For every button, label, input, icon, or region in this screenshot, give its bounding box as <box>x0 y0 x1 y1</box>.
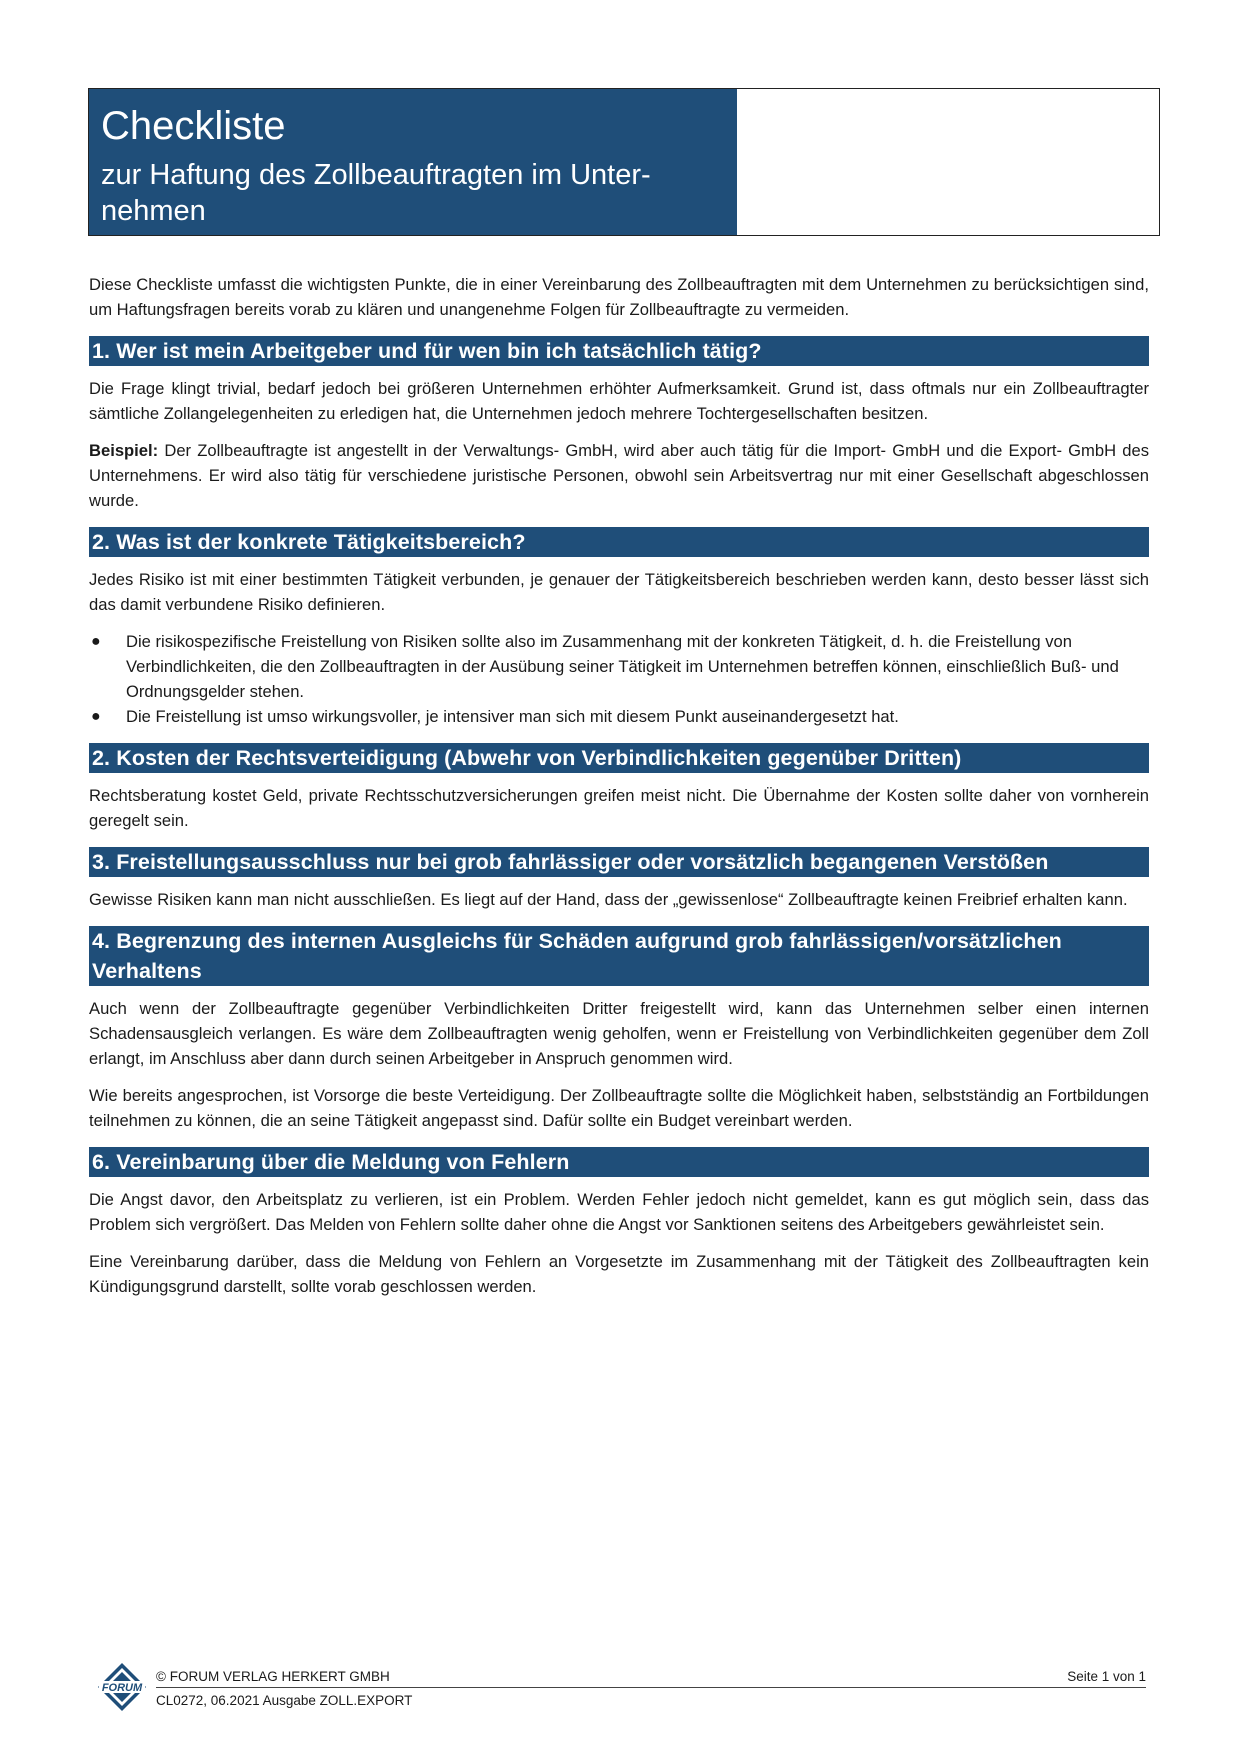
page-subtitle-line2: nehmen <box>101 195 206 227</box>
bullet-icon: ● <box>91 708 101 725</box>
section-2-paragraph: Jedes Risiko ist mit einer bestimmten Tätigkeit verbunden, je genauer der Tätigkeitsbereich beschrieben werden kann, desto besser lässt sich das damit verbundene Risiko definieren. <box>89 570 1149 614</box>
header-blank-field <box>737 89 1159 235</box>
page-subtitle <box>101 157 725 229</box>
section-3-paragraph: Rechtsberatung kostet Geld, private Rechtsschutzversicherungen greifen meist nicht. Die Übernahme der Kosten sollte daher von vornherein geregelt sein. <box>89 786 1149 830</box>
page-subtitle-line1: zur Haftung des Zollbeauftragten im Unter- <box>101 159 651 191</box>
section-1-example <box>89 438 1149 513</box>
footer-edition: CL0272, 06.2021 Ausgabe ZOLL.EXPORT <box>156 1693 413 1708</box>
section-heading-3: 2. Kosten der Rechtsverteidigung (Abwehr von Verbindlichkeiten gegenüber Dritten) <box>89 743 1149 773</box>
document-header <box>88 88 1160 236</box>
document-body <box>89 272 1149 1311</box>
header-title-block <box>89 89 737 235</box>
list-item: ● Die Freistellung ist umso wirkungsvoller, je intensiver man sich mit diesem Punkt auseinandergesetzt hat. <box>89 704 1149 729</box>
section-5-paragraph-2: Wie bereits angesprochen, ist Vorsorge die beste Verteidigung. Der Zollbeauftragte sollte die Möglichkeit haben, selbstständig an Fortbildungen teilnehmen zu können, die an seine Tätigkeit angepasst sind. Dafür sollte ein Budget vereinbart werden. <box>89 1086 1149 1130</box>
section-4-paragraph: Gewisse Risiken kann man nicht ausschließen. Es liegt auf der Hand, dass der „gewissenlose“ Zollbeauftragte keinen Freibrief erhalten kann. <box>89 890 1128 909</box>
page-title: Checkliste <box>101 104 286 148</box>
intro-paragraph: Diese Checkliste umfasst die wichtigsten Punkte, die in einer Vereinbarung des Zollbeauftragten mit dem Unternehmen zu berücksichtigen sind, um Haftungsfragen bereits vorab zu klären und unangenehme Folgen für Zollbeauftragte zu vermeiden. <box>89 275 1149 319</box>
section-6-paragraph-2: Eine Vereinbarung darüber, dass die Meldung von Fehlern an Vorgesetzte im Zusammenhang mit der Tätigkeit des Zollbeauftragten kein Kündigungsgrund darstellt, sollte vorab geschlossen werden. <box>89 1252 1149 1296</box>
example-text: Der Zollbeauftragte ist angestellt in der Verwaltungs- GmbH, wird aber auch tätig für die Import- GmbH und die Export- GmbH des Unternehmens. Er wird also tätig für verschiedene juristische Personen, obwohl sein Arbeitsvertrag nur mit einer Gesellschaft abgeschlossen wurde. <box>89 441 1149 510</box>
bullet-icon: ● <box>91 633 101 650</box>
section-1-paragraph: Die Frage klingt trivial, bedarf jedoch bei größeren Unternehmen erhöhter Aufmerksamkeit. Grund ist, dass oftmals nur ein Zollbeauftragter sämtliche Zollangelegenheiten zu erledigen hat, die Unternehmen jedoch mehrere Tochtergesellschaften besitzen. <box>89 379 1149 423</box>
section-heading-4: 3. Freistellungsausschluss nur bei grob fahrlässiger oder vorsätzlich begangenen Verstößen <box>89 847 1149 877</box>
footer-top-line <box>156 1668 1146 1688</box>
section-2-bullet-list <box>89 629 1149 729</box>
forum-logo-icon <box>97 1662 147 1712</box>
page-number: Seite 1 von 1 <box>1067 1669 1146 1684</box>
section-heading-1: 1. Wer ist mein Arbeitgeber und für wen bin ich tatsächlich tätig? <box>89 336 1149 366</box>
section-heading-5: 4. Begrenzung des internen Ausgleichs für Schäden aufgrund grob fahrlässigen/vorsätzlichen Verhaltens <box>89 926 1149 986</box>
logo-text: FORUM <box>101 1682 143 1694</box>
footer-copyright: © FORUM VERLAG HERKERT GMBH <box>156 1669 390 1684</box>
section-heading-2: 2. Was ist der konkrete Tätigkeitsbereich? <box>89 527 1149 557</box>
section-heading-6: 6. Vereinbarung über die Meldung von Fehlern <box>89 1147 1149 1177</box>
list-item: ● Die risikospezifische Freistellung von Risiken sollte also im Zusammenhang mit der konkreten Tätigkeit, d. h. die Freistellung von Verbindlichkeiten, die den Zollbeauftragten in der Ausübung seiner Tätigkeit im Unternehmen betreffen können, einschließlich Buß- und Ordnungsgelder stehen. <box>89 629 1149 704</box>
section-5-paragraph-1: Auch wenn der Zollbeauftragte gegenüber Verbindlichkeiten Dritter freigestellt wird, kann das Unternehmen selber einen internen Schadensausgleich verlangen. Es wäre dem Zollbeauftragten wenig geholfen, wenn er Freistellung von Verbindlichkeiten gegenüber dem Zoll erlangt, im Anschluss aber dann durch seinen Arbeitgeber in Anspruch genommen wird. <box>89 999 1149 1068</box>
example-label: Beispiel: <box>89 441 159 460</box>
section-6-paragraph-1: Die Angst davor, den Arbeitsplatz zu verlieren, ist ein Problem. Werden Fehler jedoch nicht gemeldet, kann es gut möglich sein, dass das Problem sich vergrößert. Das Melden von Fehlern sollte daher ohne die Angst vor Sanktionen seitens des Arbeitgebers gewährleistet sein. <box>89 1190 1149 1234</box>
